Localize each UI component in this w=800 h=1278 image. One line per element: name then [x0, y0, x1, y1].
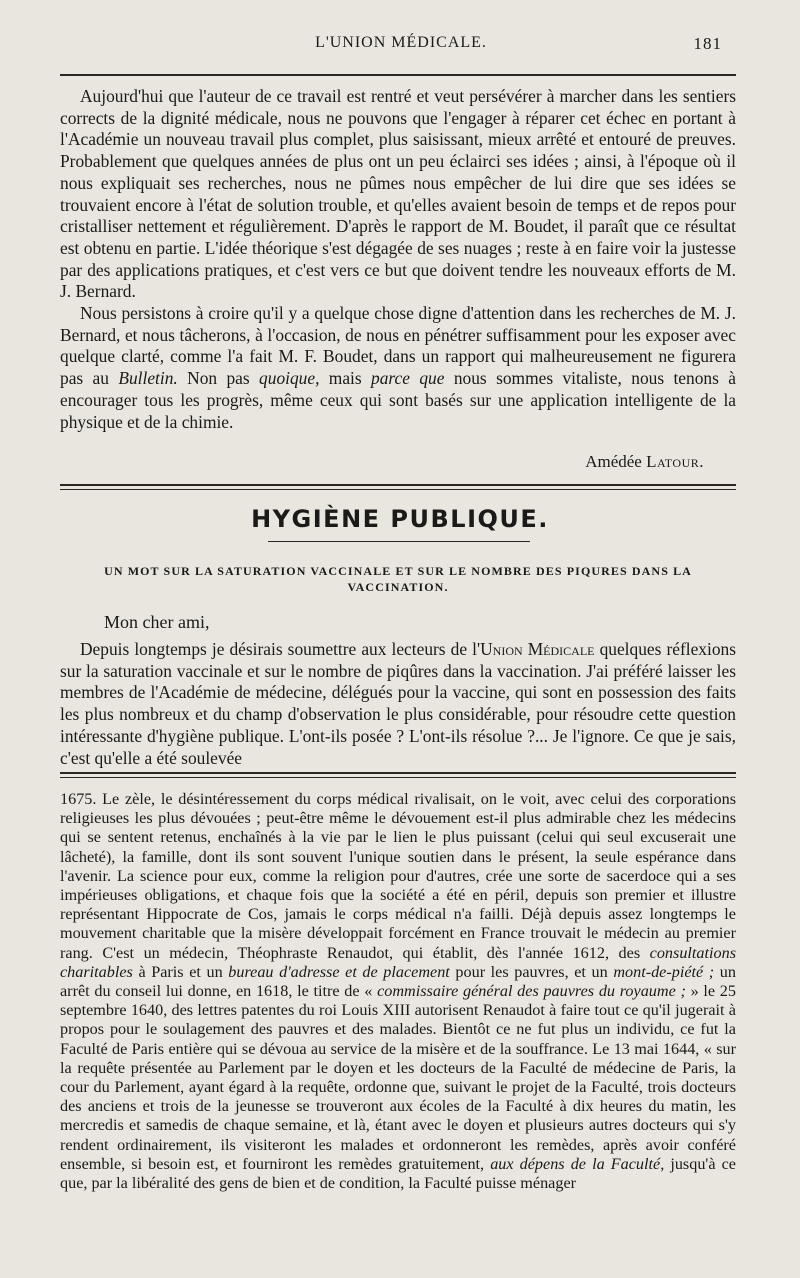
italic-run: parce que [371, 368, 445, 389]
article-body [60, 639, 736, 769]
footnote-1675 [60, 790, 736, 1193]
article-conclusion [60, 86, 736, 433]
section-double-rule-bottom [60, 489, 736, 490]
text-run: jusqu'à ce que, par la libéralité des gens de bien et de condition, la Faculté puisse ménager [60, 1154, 736, 1193]
text-run: » le 25 septembre 1640, des lettres patentes du roi Louis XIII autorisent Renaudot à faire tout ce qu'il jugerait à propos pour le soulagement des pauvres et des malades. Bientôt ce ne fut plus un individu, ce fut la Faculté de Paris entière qui se dévoua au service de la misère et de la souffrance. Le 13 mai 1644, « sur la requête présentée au Parlement par le doyen et les docteurs de la Faculté de médecine de Paris, la cour du Parlement, ayant égard à la requête, ordonne que, suivant le projet de la Faculté, trois docteurs des anciens et trois de la jeunesse se trouveront aux écoles de la Faculté à dix heures du matin, les mercredis et samedis de chaque semaine, et là, étant avec le doyen et plusieurs autres docteurs qui s'y rendent ordinairement, ils visiteront les malades et ordonneront les remèdes, après avoir conféré ensemble, si besoin est, et fourniront les remèdes gratuitement, [60, 982, 736, 1173]
footnote-paragraph [60, 790, 736, 1193]
section-title-underline [268, 541, 530, 542]
author-signature [585, 452, 704, 472]
text-run: 1675. Le zèle, le désintéressement du corps médical rivalisait, on le voit, avec celui des corporations religieuses les plus dévouées ; peut-être même le dévouement est-il plus admirable chez les médecins qui se sentent retenus, enchaînés à la vie par le lien le plus puissant (celui qui seul excuserait une lâcheté), la famille, dont ils sont souvent l'unique soutien dans le présent, la seule espérance dans l'avenir. La science pour eux, comme la religion pour d'autres, crée une sorte de sacerdoce qui a ses impérieuses obligations, et chaque fois que la société a été en péril, depuis son premier et illustre représentant Hippocrate de Cos, jamais le corps médical n'a failli. Déjà depuis assez longtemps le mouvement charitable que la misère développait forcément en France trouvait le médecin au premier rang. C'est un médecin, Théophraste Renaudot, qui établit, dès l'année 1612, des [60, 790, 736, 962]
italic-run: consultations charitables [60, 943, 736, 981]
text-run: un arrêt du conseil lui donne, en 1618, le titre de « [60, 962, 736, 1001]
italic-run: mont-de-piété ; [613, 962, 715, 981]
paragraph [60, 303, 736, 433]
text-run: quelques réflexions sur la saturation vaccinale et sur le nombre de piqûres dans la vaccination. J'ai préféré laisser les membres de l'Académie de médecine, délégués pour la vaccine, qui sont en possession des faits les plus nombreux et du champ d'observation le plus considérable, pour résoudre cette question intéressante d'hygiène publique. L'ont-ils posée ? L'ont-ils résolue ?... Je l'ignore. Ce que je sais, c'est qu'elle a été soulevée [60, 639, 736, 768]
salutation: Mon cher ami, [104, 612, 210, 632]
italic-run: Bulletin. [118, 368, 178, 389]
text-run: à Paris et un [132, 962, 229, 981]
section-title: HYGIÈNE PUBLIQUE. [251, 505, 549, 533]
journal-name: Union Médicale [480, 639, 595, 659]
header-rule [60, 74, 736, 76]
text-run: mais [319, 368, 372, 389]
section-double-rule-top [60, 484, 736, 486]
page-number: 181 [693, 34, 722, 53]
text-run: nous sommes vitaliste, nous tenons à encourager tous les progrès, même ceux qui sont basés sur une application intelligente de la physique et de la chimie. [60, 368, 736, 432]
text-run: Nous persistons à croire qu'il y a quelque chose digne d'attention dans les recherches de M. J. Bernard, et nous tâcherons, à l'occasion, de nous en pénétrer suffisamment pour les exposer avec quelque clarté, comme l'a fait M. F. Boudet, dans un rapport qui malheureusement ne figurera pas au [60, 303, 736, 389]
italic-run: aux dépens de la Faculté, [490, 1154, 665, 1173]
text-run: Non pas [177, 368, 260, 389]
paragraph [60, 639, 736, 769]
text-run: pour les pauvres, et un [449, 962, 614, 981]
footnote-rule-bottom [60, 777, 736, 778]
text-run: Depuis longtemps je désirais soumettre aux lecteurs de l' [80, 639, 481, 659]
italic-run: quoique, [259, 368, 320, 389]
journal-title: L'UNION MÉDICALE. [315, 34, 487, 51]
italic-run: bureau d'adresse et de placement [228, 962, 450, 981]
footnote-rule-top [60, 772, 736, 774]
paragraph: Aujourd'hui que l'auteur de ce travail est rentré et veut persévérer à marcher dans les sentiers corrects de la dignité médicale, nous ne pouvons que l'engager à réparer cet échec en portant à l'Académie un nouveau travail plus complet, plus saisissant, mieux arrêté et entouré de preuves. Probablement que quelques années de plus ont un peu éclairci ses idées ; ainsi, à l'époque où il nous expliquait ses recherches, nous ne pûmes nous empêcher de lui dire que ses idées se trouvaient encore à l'état de solution trouble, et qu'elles avaient besoin de temps et de repos pour cristalliser nettement et régulièrement. D'après le rapport de M. Boudet, il paraît que ce résultat est obtenu en partie. L'idée théorique s'est dégagée de ses nuages ; reste à en faire voir la justesse par des applications pratiques, et c'est vers ce but que doivent tendre les nouveaux efforts de M. J. Bernard. [60, 86, 736, 302]
italic-run: commissaire général des pauvres du royaume ; [377, 982, 686, 1001]
article-title: UN MOT SUR LA SATURATION VACCINALE ET SUR LE NOMBRE DES PIQURES DANS LA VACCINATION. [104, 564, 692, 594]
running-head [60, 34, 742, 58]
signature-last-name: Latour. [646, 452, 704, 471]
signature-first-name: Amédée [585, 452, 642, 471]
